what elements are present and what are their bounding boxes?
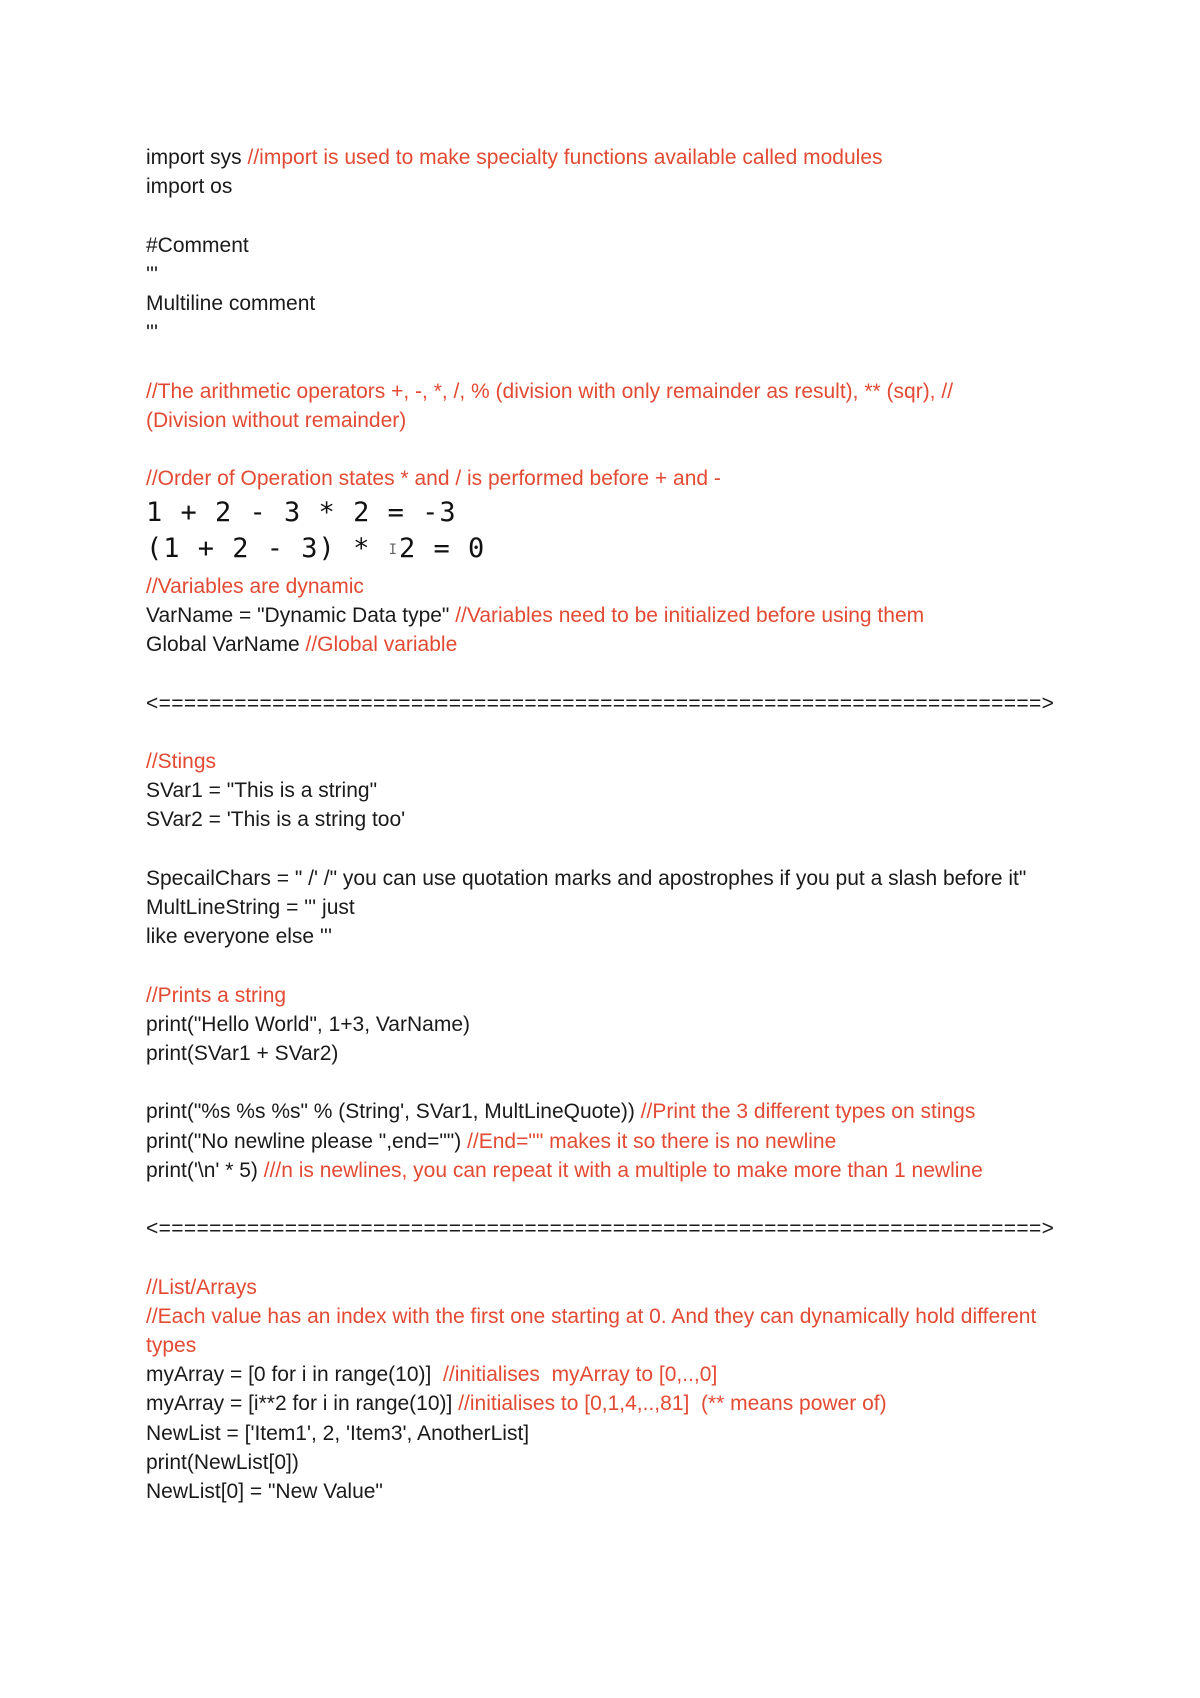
math-text: (1 + 2 - 3) * <box>146 533 388 565</box>
code-text: myArray = [0 for i in range(10)] <box>146 1363 444 1387</box>
code-line: print(SVar1 + SVar2) <box>146 1042 339 1066</box>
code-text: print("No newline please ",end="") <box>146 1129 468 1153</box>
code-line <box>146 1360 1080 1389</box>
comment-line: //The arithmetic operators +, -, *, /, % (division with only remainder as result), ** (sqr), // <box>146 379 954 403</box>
comment-line: //Each value has an index with the first one starting at 0. And they can dynamically hold different types <box>146 1304 1043 1358</box>
code-text: Global VarName <box>146 633 306 657</box>
code-line: Multiline comment <box>146 292 316 315</box>
blank-line <box>146 718 1080 747</box>
code-line: SVar1 = "This is a string" <box>146 779 378 803</box>
blank-line <box>146 435 1080 464</box>
comment-line: //Stings <box>146 750 217 774</box>
comment-line: //Prints a string <box>146 983 287 1007</box>
code-line <box>146 1127 1080 1156</box>
code-text: print("%s %s %s" % (String', SVar1, MultLineQuote)) <box>146 1100 641 1124</box>
code-line: NewList[0] = "New Value" <box>146 1480 383 1504</box>
code-line: import os <box>146 175 233 199</box>
code-line: MultLineString = ''' just <box>146 896 355 920</box>
code-text: myArray = [i**2 for i in range(10)] <box>146 1392 459 1416</box>
inline-comment: //initialises myArray to [0,..,0] <box>443 1363 718 1387</box>
blank-line <box>146 1068 1080 1097</box>
inline-comment: //initialises to [0,1,4,..,81] (** means power of) <box>458 1392 887 1416</box>
code-line: SpecailChars = " /' /" you can use quotation marks and apostrophes if you put a slash before it" <box>146 866 1027 890</box>
code-text: print('\n' * 5) <box>146 1158 264 1182</box>
code-line: #Comment <box>146 233 249 257</box>
inline-comment: //import is used to make specialty functions available called modules <box>247 146 883 169</box>
inline-comment: //End="" makes it so there is no newline <box>467 1129 837 1153</box>
math-example-line <box>146 531 1080 568</box>
section-separator: <======================================================================> <box>146 691 1055 715</box>
comment-line: //Order of Operation states * and / is performed before + and - <box>146 467 721 491</box>
inline-comment: ///n is newlines, you can repeat it with a multiple to make more than 1 newline <box>263 1158 983 1182</box>
code-line: like everyone else ''' <box>146 925 332 949</box>
section-separator: <======================================================================> <box>146 1217 1055 1241</box>
blank-line <box>146 347 1080 376</box>
code-line <box>146 1389 1080 1418</box>
inline-comment: //Variables need to be initialized before using them <box>455 604 925 628</box>
inline-comment: //Global variable <box>305 633 458 657</box>
code-line: ''' <box>146 262 159 286</box>
blank-line <box>146 951 1080 980</box>
code-line: NewList = ['Item1', 2, 'Item3', AnotherList] <box>146 1421 530 1445</box>
comment-line: (Division without remainder) <box>146 408 407 432</box>
blank-line <box>146 660 1080 689</box>
math-example-line: 1 + 2 - 3 * 2 = -3 <box>146 497 457 529</box>
code-line: print("Hello World", 1+3, VarName) <box>146 1012 470 1036</box>
blank-line <box>146 835 1080 864</box>
blank-line <box>146 201 1080 230</box>
code-line: print(NewList[0]) <box>146 1450 299 1474</box>
code-line: SVar2 = 'This is a string too' <box>146 808 406 832</box>
inline-comment: //Print the 3 different types on stings <box>640 1100 976 1124</box>
code-line <box>146 1156 1080 1185</box>
code-text: import sys <box>146 146 248 169</box>
code-line <box>146 143 1080 172</box>
code-line <box>146 1097 1080 1126</box>
comment-line: //Variables are dynamic <box>146 574 364 598</box>
code-line: ''' <box>146 321 159 345</box>
blank-line <box>146 1243 1080 1272</box>
text-cursor-icon: I <box>388 541 399 558</box>
code-text: VarName = "Dynamic Data type" <box>146 604 456 628</box>
comment-line: //List/Arrays <box>146 1275 257 1299</box>
code-line <box>146 601 1080 630</box>
math-text: 2 = 0 <box>399 533 486 565</box>
blank-line <box>146 1185 1080 1214</box>
code-line <box>146 630 1080 659</box>
